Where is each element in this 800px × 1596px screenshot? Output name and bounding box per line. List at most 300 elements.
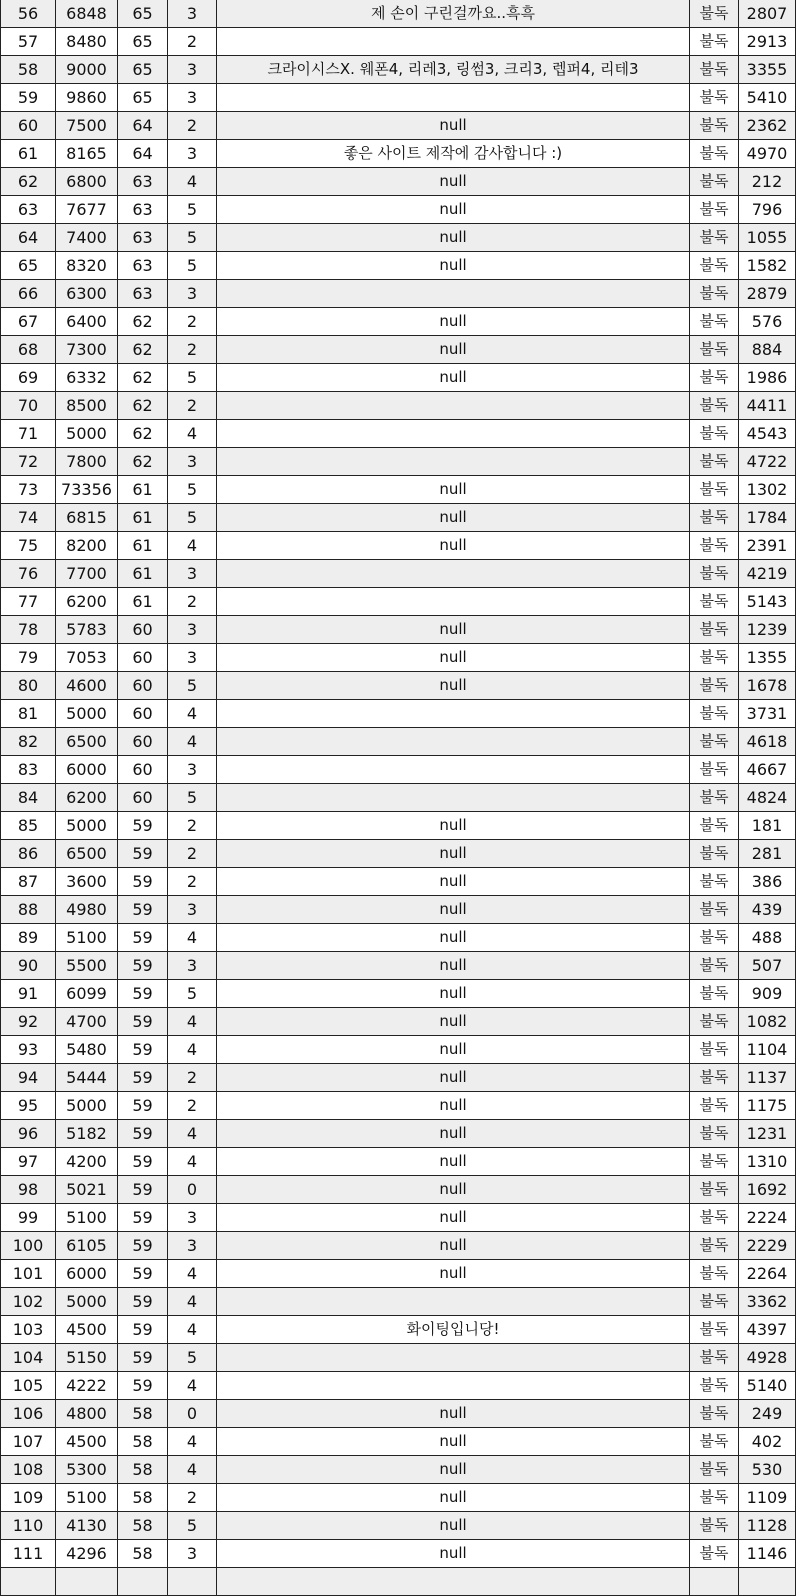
row-number-cell: 90 bbox=[1, 952, 56, 980]
id-cell: 4543 bbox=[739, 420, 796, 448]
table-row bbox=[1, 84, 796, 112]
comment-cell bbox=[217, 1372, 690, 1400]
row-number-cell: 61 bbox=[1, 140, 56, 168]
id-cell: 2879 bbox=[739, 280, 796, 308]
status-cell: 불독 bbox=[690, 1512, 739, 1540]
price-cell: 5150 bbox=[56, 1344, 118, 1372]
rating-cell: 2 bbox=[168, 1092, 217, 1120]
row-number-cell: 110 bbox=[1, 1512, 56, 1540]
comment-cell: null bbox=[217, 336, 690, 364]
comment-cell: null bbox=[217, 1204, 690, 1232]
id-cell: 1302 bbox=[739, 476, 796, 504]
status-cell: 불독 bbox=[690, 1260, 739, 1288]
price-cell: 5480 bbox=[56, 1036, 118, 1064]
status-cell: 불독 bbox=[690, 868, 739, 896]
table-row bbox=[1, 112, 796, 140]
rating-cell: 4 bbox=[168, 1456, 217, 1484]
rating-cell: 3 bbox=[168, 84, 217, 112]
rating-cell: 2 bbox=[168, 1064, 217, 1092]
rating-cell: 0 bbox=[168, 1176, 217, 1204]
comment-cell bbox=[217, 1288, 690, 1316]
table-row bbox=[1, 644, 796, 672]
comment-cell bbox=[217, 560, 690, 588]
status-cell: 불독 bbox=[690, 504, 739, 532]
comment-cell bbox=[217, 28, 690, 56]
comment-cell: null bbox=[217, 1260, 690, 1288]
row-number-cell bbox=[1, 1568, 56, 1596]
comment-cell: null bbox=[217, 196, 690, 224]
rating-cell: 4 bbox=[168, 1120, 217, 1148]
price-cell: 73356 bbox=[56, 476, 118, 504]
rating-cell: 2 bbox=[168, 868, 217, 896]
rating-cell: 3 bbox=[168, 448, 217, 476]
table-row bbox=[1, 1540, 796, 1568]
table-row bbox=[1, 1568, 796, 1596]
comment-cell bbox=[217, 280, 690, 308]
row-number-cell: 59 bbox=[1, 84, 56, 112]
table-row bbox=[1, 364, 796, 392]
id-cell: 1082 bbox=[739, 1008, 796, 1036]
price-cell: 6300 bbox=[56, 280, 118, 308]
price-cell: 6200 bbox=[56, 784, 118, 812]
row-number-cell: 68 bbox=[1, 336, 56, 364]
status-cell: 불독 bbox=[690, 1484, 739, 1512]
status-cell: 불독 bbox=[690, 812, 739, 840]
comment-cell: null bbox=[217, 1176, 690, 1204]
score-cell bbox=[118, 1568, 168, 1596]
score-cell: 59 bbox=[118, 1008, 168, 1036]
id-cell: 4219 bbox=[739, 560, 796, 588]
status-cell: 불독 bbox=[690, 1316, 739, 1344]
table-row bbox=[1, 924, 796, 952]
table-row bbox=[1, 0, 796, 28]
rating-cell: 2 bbox=[168, 840, 217, 868]
id-cell: 1055 bbox=[739, 224, 796, 252]
table-row bbox=[1, 140, 796, 168]
rating-cell: 5 bbox=[168, 1344, 217, 1372]
table-row bbox=[1, 1232, 796, 1260]
id-cell: 1137 bbox=[739, 1064, 796, 1092]
status-cell: 불독 bbox=[690, 1036, 739, 1064]
table-row bbox=[1, 476, 796, 504]
status-cell: 불독 bbox=[690, 168, 739, 196]
status-cell: 불독 bbox=[690, 364, 739, 392]
row-number-cell: 89 bbox=[1, 924, 56, 952]
price-cell: 5444 bbox=[56, 1064, 118, 1092]
row-number-cell: 79 bbox=[1, 644, 56, 672]
status-cell: 불독 bbox=[690, 392, 739, 420]
price-cell: 6200 bbox=[56, 588, 118, 616]
comment-cell: null bbox=[217, 1064, 690, 1092]
score-cell: 61 bbox=[118, 504, 168, 532]
price-cell: 5182 bbox=[56, 1120, 118, 1148]
status-cell: 불독 bbox=[690, 756, 739, 784]
comment-cell bbox=[217, 784, 690, 812]
table-row bbox=[1, 224, 796, 252]
table-row bbox=[1, 168, 796, 196]
comment-cell: null bbox=[217, 812, 690, 840]
status-cell: 불독 bbox=[690, 84, 739, 112]
comment-cell bbox=[217, 588, 690, 616]
comment-cell: null bbox=[217, 1484, 690, 1512]
status-cell: 불독 bbox=[690, 896, 739, 924]
id-cell: 530 bbox=[739, 1456, 796, 1484]
rating-cell: 2 bbox=[168, 1484, 217, 1512]
table-row bbox=[1, 1512, 796, 1540]
rating-cell: 5 bbox=[168, 364, 217, 392]
status-cell: 불독 bbox=[690, 672, 739, 700]
row-number-cell: 75 bbox=[1, 532, 56, 560]
score-cell: 62 bbox=[118, 336, 168, 364]
score-cell: 65 bbox=[118, 28, 168, 56]
price-cell: 5000 bbox=[56, 420, 118, 448]
row-number-cell: 111 bbox=[1, 1540, 56, 1568]
row-number-cell: 93 bbox=[1, 1036, 56, 1064]
status-cell: 불독 bbox=[690, 420, 739, 448]
row-number-cell: 97 bbox=[1, 1148, 56, 1176]
status-cell: 불독 bbox=[690, 560, 739, 588]
row-number-cell: 56 bbox=[1, 0, 56, 28]
table-row bbox=[1, 756, 796, 784]
score-cell: 63 bbox=[118, 280, 168, 308]
table-row bbox=[1, 952, 796, 980]
table-row bbox=[1, 56, 796, 84]
price-cell: 5000 bbox=[56, 1092, 118, 1120]
rating-cell: 2 bbox=[168, 812, 217, 840]
comment-cell: null bbox=[217, 1120, 690, 1148]
price-cell: 5000 bbox=[56, 700, 118, 728]
score-cell: 60 bbox=[118, 700, 168, 728]
table-row bbox=[1, 1400, 796, 1428]
status-cell: 불독 bbox=[690, 1064, 739, 1092]
row-number-cell: 88 bbox=[1, 896, 56, 924]
rating-cell: 5 bbox=[168, 784, 217, 812]
score-cell: 63 bbox=[118, 224, 168, 252]
price-cell: 6000 bbox=[56, 756, 118, 784]
status-cell: 불독 bbox=[690, 112, 739, 140]
comment-cell: null bbox=[217, 504, 690, 532]
table-row bbox=[1, 1176, 796, 1204]
price-cell: 5021 bbox=[56, 1176, 118, 1204]
score-cell: 62 bbox=[118, 420, 168, 448]
table-row bbox=[1, 196, 796, 224]
row-number-cell: 108 bbox=[1, 1456, 56, 1484]
rating-cell: 3 bbox=[168, 952, 217, 980]
comment-cell: 좋은 사이트 제작에 감사합니다 :) bbox=[217, 140, 690, 168]
id-cell: 1692 bbox=[739, 1176, 796, 1204]
rating-cell: 3 bbox=[168, 0, 217, 28]
price-cell: 3600 bbox=[56, 868, 118, 896]
price-cell: 9000 bbox=[56, 56, 118, 84]
id-cell: 576 bbox=[739, 308, 796, 336]
table-row bbox=[1, 1288, 796, 1316]
table-row bbox=[1, 504, 796, 532]
table-row bbox=[1, 1372, 796, 1400]
rating-cell: 4 bbox=[168, 1260, 217, 1288]
score-cell: 58 bbox=[118, 1428, 168, 1456]
score-cell: 59 bbox=[118, 868, 168, 896]
price-cell: 4600 bbox=[56, 672, 118, 700]
table-row bbox=[1, 1260, 796, 1288]
id-cell: 4618 bbox=[739, 728, 796, 756]
rating-cell: 3 bbox=[168, 1540, 217, 1568]
row-number-cell: 73 bbox=[1, 476, 56, 504]
comment-cell: null bbox=[217, 1036, 690, 1064]
comment-cell: null bbox=[217, 952, 690, 980]
status-cell: 불독 bbox=[690, 0, 739, 28]
rating-cell: 4 bbox=[168, 1288, 217, 1316]
rating-cell: 4 bbox=[168, 1008, 217, 1036]
score-cell: 59 bbox=[118, 1316, 168, 1344]
comment-cell: null bbox=[217, 112, 690, 140]
row-number-cell: 92 bbox=[1, 1008, 56, 1036]
status-cell bbox=[690, 1568, 739, 1596]
row-number-cell: 106 bbox=[1, 1400, 56, 1428]
price-cell: 4800 bbox=[56, 1400, 118, 1428]
table-row bbox=[1, 252, 796, 280]
row-number-cell: 80 bbox=[1, 672, 56, 700]
id-cell: 386 bbox=[739, 868, 796, 896]
status-cell: 불독 bbox=[690, 140, 739, 168]
id-cell: 2362 bbox=[739, 112, 796, 140]
row-number-cell: 78 bbox=[1, 616, 56, 644]
rating-cell bbox=[168, 1568, 217, 1596]
comment-cell: null bbox=[217, 980, 690, 1008]
score-cell: 59 bbox=[118, 1260, 168, 1288]
table-row bbox=[1, 700, 796, 728]
score-cell: 62 bbox=[118, 448, 168, 476]
comment-cell: null bbox=[217, 364, 690, 392]
table-row bbox=[1, 672, 796, 700]
comment-cell: null bbox=[217, 868, 690, 896]
price-cell: 6400 bbox=[56, 308, 118, 336]
row-number-cell: 63 bbox=[1, 196, 56, 224]
status-cell: 불독 bbox=[690, 1120, 739, 1148]
score-cell: 58 bbox=[118, 1512, 168, 1540]
row-number-cell: 96 bbox=[1, 1120, 56, 1148]
id-cell: 2224 bbox=[739, 1204, 796, 1232]
id-cell: 2807 bbox=[739, 0, 796, 28]
price-cell: 5500 bbox=[56, 952, 118, 980]
id-cell: 2913 bbox=[739, 28, 796, 56]
table-row bbox=[1, 336, 796, 364]
score-cell: 63 bbox=[118, 196, 168, 224]
score-cell: 59 bbox=[118, 1372, 168, 1400]
id-cell: 884 bbox=[739, 336, 796, 364]
status-cell: 불독 bbox=[690, 924, 739, 952]
id-cell: 4397 bbox=[739, 1316, 796, 1344]
table-row bbox=[1, 868, 796, 896]
score-cell: 59 bbox=[118, 1288, 168, 1316]
rating-cell: 4 bbox=[168, 728, 217, 756]
score-cell: 65 bbox=[118, 0, 168, 28]
rating-cell: 2 bbox=[168, 112, 217, 140]
row-number-cell: 66 bbox=[1, 280, 56, 308]
price-cell: 7500 bbox=[56, 112, 118, 140]
status-cell: 불독 bbox=[690, 308, 739, 336]
comment-cell bbox=[217, 448, 690, 476]
score-cell: 61 bbox=[118, 560, 168, 588]
status-cell: 불독 bbox=[690, 1540, 739, 1568]
price-cell: 5100 bbox=[56, 1484, 118, 1512]
row-number-cell: 69 bbox=[1, 364, 56, 392]
id-cell: 249 bbox=[739, 1400, 796, 1428]
score-cell: 63 bbox=[118, 168, 168, 196]
comment-cell: null bbox=[217, 896, 690, 924]
table-row bbox=[1, 1064, 796, 1092]
table-row bbox=[1, 1204, 796, 1232]
score-cell: 64 bbox=[118, 112, 168, 140]
status-cell: 불독 bbox=[690, 728, 739, 756]
score-cell: 58 bbox=[118, 1540, 168, 1568]
status-cell: 불독 bbox=[690, 784, 739, 812]
rating-cell: 3 bbox=[168, 560, 217, 588]
id-cell: 5140 bbox=[739, 1372, 796, 1400]
score-cell: 65 bbox=[118, 56, 168, 84]
comment-cell: 크라이시스X. 웨폰4, 리레3, 링썸3, 크리3, 렙퍼4, 리테3 bbox=[217, 56, 690, 84]
comment-cell bbox=[217, 756, 690, 784]
comment-cell: 제 손이 구린걸까요..흑흑 bbox=[217, 0, 690, 28]
status-cell: 불독 bbox=[690, 532, 739, 560]
status-cell: 불독 bbox=[690, 1456, 739, 1484]
id-cell: 2391 bbox=[739, 532, 796, 560]
id-cell: 1310 bbox=[739, 1148, 796, 1176]
row-number-cell: 72 bbox=[1, 448, 56, 476]
status-cell: 불독 bbox=[690, 336, 739, 364]
id-cell: 796 bbox=[739, 196, 796, 224]
comment-cell: null bbox=[217, 1232, 690, 1260]
id-cell bbox=[739, 1568, 796, 1596]
price-cell: 7300 bbox=[56, 336, 118, 364]
row-number-cell: 103 bbox=[1, 1316, 56, 1344]
comment-cell: null bbox=[217, 224, 690, 252]
price-cell: 8165 bbox=[56, 140, 118, 168]
rating-cell: 4 bbox=[168, 1036, 217, 1064]
comment-cell: null bbox=[217, 308, 690, 336]
comment-cell bbox=[217, 392, 690, 420]
id-cell: 281 bbox=[739, 840, 796, 868]
score-cell: 60 bbox=[118, 644, 168, 672]
price-cell bbox=[56, 1568, 118, 1596]
price-cell: 8500 bbox=[56, 392, 118, 420]
status-cell: 불독 bbox=[690, 980, 739, 1008]
status-cell: 불독 bbox=[690, 1372, 739, 1400]
row-number-cell: 104 bbox=[1, 1344, 56, 1372]
rating-cell: 2 bbox=[168, 588, 217, 616]
table-row bbox=[1, 1428, 796, 1456]
table-row bbox=[1, 1120, 796, 1148]
table-row bbox=[1, 1344, 796, 1372]
id-cell: 1355 bbox=[739, 644, 796, 672]
status-cell: 불독 bbox=[690, 588, 739, 616]
row-number-cell: 82 bbox=[1, 728, 56, 756]
price-cell: 4500 bbox=[56, 1428, 118, 1456]
row-number-cell: 76 bbox=[1, 560, 56, 588]
price-cell: 4700 bbox=[56, 1008, 118, 1036]
comment-cell bbox=[217, 84, 690, 112]
comment-cell: null bbox=[217, 616, 690, 644]
table-row bbox=[1, 280, 796, 308]
score-cell: 59 bbox=[118, 1036, 168, 1064]
id-cell: 439 bbox=[739, 896, 796, 924]
comment-cell: null bbox=[217, 1456, 690, 1484]
row-number-cell: 101 bbox=[1, 1260, 56, 1288]
score-cell: 58 bbox=[118, 1400, 168, 1428]
table-row bbox=[1, 448, 796, 476]
price-cell: 4222 bbox=[56, 1372, 118, 1400]
id-cell: 507 bbox=[739, 952, 796, 980]
score-cell: 59 bbox=[118, 1232, 168, 1260]
row-number-cell: 109 bbox=[1, 1484, 56, 1512]
price-cell: 7800 bbox=[56, 448, 118, 476]
price-cell: 9860 bbox=[56, 84, 118, 112]
score-cell: 59 bbox=[118, 812, 168, 840]
row-number-cell: 105 bbox=[1, 1372, 56, 1400]
row-number-cell: 85 bbox=[1, 812, 56, 840]
rating-cell: 4 bbox=[168, 1372, 217, 1400]
row-number-cell: 99 bbox=[1, 1204, 56, 1232]
id-cell: 1231 bbox=[739, 1120, 796, 1148]
rating-cell: 4 bbox=[168, 420, 217, 448]
rating-cell: 4 bbox=[168, 532, 217, 560]
status-cell: 불독 bbox=[690, 1092, 739, 1120]
row-number-cell: 100 bbox=[1, 1232, 56, 1260]
id-cell: 3362 bbox=[739, 1288, 796, 1316]
id-cell: 4928 bbox=[739, 1344, 796, 1372]
id-cell: 909 bbox=[739, 980, 796, 1008]
comment-cell: null bbox=[217, 532, 690, 560]
status-cell: 불독 bbox=[690, 252, 739, 280]
rating-cell: 5 bbox=[168, 1512, 217, 1540]
status-cell: 불독 bbox=[690, 616, 739, 644]
score-cell: 60 bbox=[118, 728, 168, 756]
table-row bbox=[1, 560, 796, 588]
id-cell: 1986 bbox=[739, 364, 796, 392]
status-cell: 불독 bbox=[690, 224, 739, 252]
comment-cell: null bbox=[217, 1092, 690, 1120]
rating-cell: 2 bbox=[168, 308, 217, 336]
score-cell: 58 bbox=[118, 1484, 168, 1512]
score-cell: 59 bbox=[118, 1344, 168, 1372]
id-cell: 212 bbox=[739, 168, 796, 196]
status-cell: 불독 bbox=[690, 700, 739, 728]
id-cell: 181 bbox=[739, 812, 796, 840]
rating-cell: 2 bbox=[168, 336, 217, 364]
table-row bbox=[1, 588, 796, 616]
price-cell: 6500 bbox=[56, 840, 118, 868]
table-row bbox=[1, 812, 796, 840]
comment-cell: null bbox=[217, 644, 690, 672]
rating-cell: 4 bbox=[168, 700, 217, 728]
comment-cell: null bbox=[217, 1512, 690, 1540]
price-cell: 7053 bbox=[56, 644, 118, 672]
row-number-cell: 71 bbox=[1, 420, 56, 448]
rating-cell: 3 bbox=[168, 1232, 217, 1260]
price-cell: 5300 bbox=[56, 1456, 118, 1484]
price-cell: 5000 bbox=[56, 812, 118, 840]
status-cell: 불독 bbox=[690, 1428, 739, 1456]
score-cell: 65 bbox=[118, 84, 168, 112]
id-cell: 3731 bbox=[739, 700, 796, 728]
status-cell: 불독 bbox=[690, 840, 739, 868]
id-cell: 4824 bbox=[739, 784, 796, 812]
id-cell: 1109 bbox=[739, 1484, 796, 1512]
score-cell: 62 bbox=[118, 392, 168, 420]
row-number-cell: 77 bbox=[1, 588, 56, 616]
score-cell: 61 bbox=[118, 532, 168, 560]
id-cell: 1239 bbox=[739, 616, 796, 644]
row-number-cell: 58 bbox=[1, 56, 56, 84]
